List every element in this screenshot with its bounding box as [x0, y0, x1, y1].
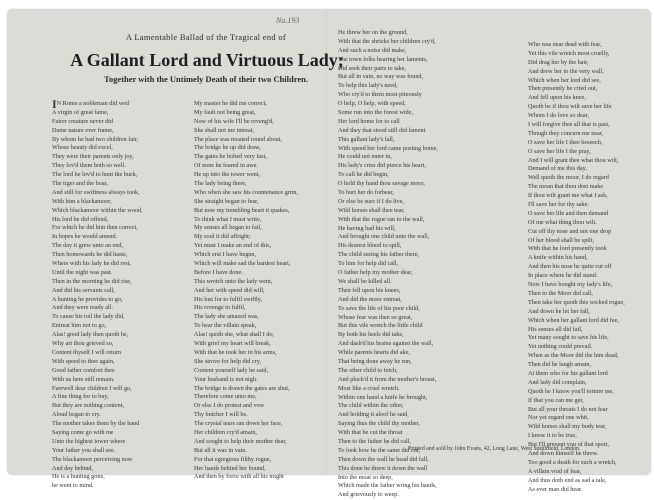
verse-line: I'll save her for thy sake.: [528, 201, 589, 209]
verse-line: To cause his toil the lady did,: [52, 313, 125, 321]
verse-line: he went to mind.: [52, 482, 94, 490]
verse-line: And pluck'd it from the mother's breast,: [338, 375, 437, 383]
verse-line: Content thyself I will return: [52, 348, 122, 356]
verse-line: My master he did me correct,: [194, 100, 267, 107]
verse-line: And her with speed did will,: [194, 286, 265, 294]
verse-line: Demand of me this day.: [528, 165, 587, 173]
verse-line: And down he let her fall,: [528, 307, 590, 315]
verse-line: Thy butcher I will be.: [194, 411, 248, 419]
verse-line: And did his servants call,: [52, 286, 115, 294]
verse-line: Which erst I have begun,: [194, 251, 257, 259]
verse-line: By whom he had two children fair,: [52, 135, 139, 143]
verse-line: To hear the villain speak,: [194, 322, 257, 330]
verse-line: He having had his will,: [338, 224, 396, 232]
verse-line: Though they concern me near,: [528, 129, 604, 137]
verse-line: Alas! good lady then quoth he,: [52, 331, 129, 339]
verse-line: Which blackamoor within the wood,: [52, 206, 143, 214]
verse-line: And did the moor entreat,: [338, 295, 402, 303]
verse-line: My senses all began to fail,: [194, 224, 262, 232]
verse-line: And they were ready all.: [52, 304, 113, 312]
verse-column-2: [194, 100, 298, 482]
verse-line: He is a hunting gone,: [52, 473, 105, 481]
verse-line: With us here still remain.: [52, 375, 115, 383]
verse-line: Wild horses shall thee tear,: [338, 206, 405, 214]
verse-line: And they that stood still did lament: [338, 126, 426, 134]
verse-line: Fairer creature never did: [52, 117, 113, 125]
verse-line: She strove for help did cry,: [194, 357, 261, 365]
verse-line: His revenge to fulfil,: [194, 304, 246, 312]
verse-line: Her hands behind her bound,: [194, 464, 266, 472]
verse-line: By both his heels did take,: [338, 331, 404, 339]
verse-line: She shall not me intreat,: [194, 126, 254, 134]
verse-line: Yet nothing could prevail.: [528, 343, 593, 351]
verse-line: His senses all did fail,: [528, 325, 583, 333]
verse-line: Aloud began to cry.: [52, 411, 101, 419]
verse-line: Who cry'd to them most piteously: [338, 91, 422, 99]
verse-line: We shall be killed all.: [338, 277, 392, 285]
verse-line: This done he threw it down the wall: [338, 464, 428, 472]
verse-line: Then to the Moor did call,: [528, 289, 593, 297]
verse-line: Then to the father he did call,: [338, 437, 412, 445]
verse-line: Alas! quoth she, what shall I do,: [194, 331, 275, 339]
verse-line: For that egregious filthy rogue,: [194, 455, 272, 463]
verse-line: The child seeing his father there,: [338, 251, 420, 259]
verse-line: Then in the morning he did rise,: [52, 277, 132, 285]
verse-line: The gates he bolted very fast,: [194, 153, 267, 161]
verse-line: O help, O help, with speed,: [338, 100, 406, 108]
verse-line: Or else I do protest and vow: [194, 402, 265, 410]
verse-line: To call he did begin,: [338, 171, 389, 179]
verse-line: And then his nose he quite cut off: [528, 263, 612, 271]
verse-line: At them who for his gallant lord: [528, 369, 608, 377]
verse-line: Quoth he I know you'll torture me,: [528, 387, 614, 395]
verse-line: With speed her lord came posting home,: [338, 144, 438, 152]
verse-line: A hunting he provides to go,: [52, 295, 123, 303]
verse-line: To him for help did call,: [338, 260, 399, 268]
verse-line: Whose beauty did excel,: [52, 144, 113, 152]
verse-line: But they are nothing content,: [52, 402, 124, 410]
verse-line: The lady she amazed was,: [194, 313, 259, 321]
verse-line: For which he did him then correct,: [52, 224, 138, 232]
verse-line: Within one hand a knife he brought,: [338, 393, 428, 401]
verse-line: As ever man did hear.: [528, 485, 583, 493]
verse-line: And then by force with all his might: [194, 473, 284, 481]
verse-line: Wild horses shall my body tear,: [528, 423, 607, 431]
verse-line: My soul it did affright;: [194, 233, 251, 241]
verse-line: Then presently he cried out,: [528, 85, 598, 93]
title-line-2: A Gallant Lord and Virtuous Lady;: [70, 50, 344, 70]
verse-line: Therefore come unto me,: [194, 393, 257, 401]
verse-line: O hold thy hand thou savage moor,: [338, 180, 425, 188]
verse-line: Then homewards he did haste,: [52, 251, 128, 259]
verse-line: Her children cry'd amain,: [194, 428, 257, 436]
verse-line: Where with his lady he did rest,: [52, 260, 131, 268]
verse-line: Content yourself lady he said,: [194, 366, 269, 374]
verse-line: To hurt her do forbear,: [338, 189, 394, 197]
verse-line: She straight began to fear,: [194, 197, 259, 205]
verse-line: Which when her gallant lord did fee,: [528, 316, 619, 324]
verse-line: Nor yet regard one whit,: [528, 414, 589, 422]
verse-line: [52, 97, 143, 111]
verse-line: And fell upon his knee,: [528, 94, 586, 102]
verse-line: I know it to be true,: [528, 432, 577, 440]
verse-line: The mother takes them by the hand: [52, 420, 140, 428]
verse-line: With speed to thee again,: [52, 357, 115, 365]
verse-line: Whose fear was then so great,: [338, 313, 413, 321]
verse-line: But this vile wretch the little child: [338, 322, 423, 330]
verse-line: The town folks hearing her laments,: [338, 55, 428, 63]
verse-line: Which will make sad the hardest heart,: [194, 260, 291, 268]
verse-line: The other child to fetch,: [338, 366, 398, 374]
verse-line: And thus doth end as sad a tale,: [528, 476, 607, 484]
verse-line: But all it was in vain.: [194, 446, 247, 454]
verse-line: Entreat him not to go,: [52, 322, 107, 330]
title-line-1: A Lamentable Ballad of the Tragical end of: [125, 32, 287, 42]
verse-line: His lust for to fulfil swiftly,: [194, 295, 263, 303]
verse-column-4: [528, 41, 625, 494]
verse-line: Your father you shall see.: [52, 446, 116, 454]
verse-line: O save her life I thee beseech,: [528, 138, 603, 146]
verse-line: The child within the other,: [338, 402, 404, 410]
verse-line: With that the shrieks her children cry'd,: [338, 37, 436, 45]
verse-line: In hopes he would amend.: [52, 233, 118, 241]
verse-line: The crystal tears ran down her face,: [194, 420, 283, 428]
verse-line: His dearest blood to spill,: [338, 242, 402, 250]
verse-line: The day it grew unto an end,: [52, 242, 123, 250]
verse-line: The bridge is drawn the gates are shut,: [194, 384, 290, 392]
verse-line: And still for swiftness always took,: [52, 188, 140, 196]
verse-line: The lady being there,: [194, 180, 247, 188]
verse-line: His lord he did offend,: [52, 215, 109, 223]
title-line-3: Together with the Untimely Death of their two Children.: [104, 74, 308, 84]
verse-line: This gallant lady's fall,: [338, 135, 395, 143]
verse-line: Saying come go with me: [52, 428, 114, 436]
verse-column-1: [52, 97, 143, 491]
verse-line: A virgin of great fame,: [52, 108, 109, 116]
handwritten-shelf-number: No.193: [276, 16, 300, 25]
verse-line: A knife within his hand,: [528, 254, 588, 262]
verse-line: Then fell upon his knees,: [338, 286, 401, 294]
verse-line: But now my trembling heart it quakes,: [194, 206, 290, 214]
verse-line-text: N Rome a nobleman did wed: [56, 100, 130, 107]
verse-line: Whom I do love so dear,: [528, 112, 589, 120]
verse-line: With grief my heart will break,: [194, 340, 271, 348]
verse-line: A villain void of fear,: [528, 467, 582, 475]
verse-line: And such a noise did make,: [338, 46, 407, 54]
verse-line: Which made the father wring his hands,: [338, 482, 437, 490]
verse-line: O save her life I the pray,: [528, 147, 591, 155]
verse-column-3: [338, 29, 438, 500]
verse-line: Too good a death for such a wretch,: [528, 458, 617, 466]
verse-line: They lov'd them both so well.: [52, 162, 126, 170]
verse-line: To think what I must write,: [194, 215, 262, 223]
verse-line: Yet must I make an end of this,: [194, 242, 272, 250]
verse-line: The tiger and the boar,: [52, 180, 108, 188]
verse-line: Well quoth the moor, I do regard: [528, 174, 609, 182]
verse-line: Then down the wall he head did fall,: [338, 455, 429, 463]
verse-line: The blackamoor perceiving now: [52, 455, 133, 463]
verse-line: Did drag her by the hair,: [528, 58, 589, 66]
verse-line: That being done away he run,: [338, 357, 412, 365]
verse-line: While parents hearts did ake,: [338, 349, 410, 357]
verse-line: Cut off thy nose and not one drop: [528, 227, 612, 235]
verse-line: Which when her lord did see,: [528, 76, 601, 84]
verse-line: Of none he feared in awe.: [194, 162, 258, 170]
verse-line: The lord he lov'd to hunt the buck,: [52, 171, 138, 179]
printer-imprint: Printed and sold by John Evans, 42, Long Lane, West Smithfield, London.: [408, 446, 581, 452]
verse-line: And I will grant thee what thou wilt,: [528, 156, 619, 164]
verse-line: Of her blood shall be spilt,: [528, 236, 594, 244]
verse-line: Who when she saw his countenance grim,: [194, 188, 298, 196]
verse-line: Or else be sure if I do live,: [338, 197, 404, 205]
verse-line: When as the Moor did the him dead,: [528, 352, 619, 360]
verse-line: The moan that thou dost make: [528, 183, 604, 191]
verse-line: He could not enter in,: [338, 153, 392, 161]
verse-line: This wretch unto the lady went,: [194, 277, 273, 285]
verse-line: And brought one child unto the wall,: [338, 233, 430, 241]
verse-line: His lady's cries did pierce his heart,: [338, 162, 426, 170]
verse-line: Good father comfort thee: [52, 366, 115, 374]
verse-line: And drew her to the very wall,: [528, 67, 604, 75]
verse-line: O save her life and then demand: [528, 209, 609, 217]
verse-line: But all in vain, no way was found,: [338, 73, 424, 81]
verse-line: In place where he did stand.: [528, 272, 598, 280]
verse-line: But all your threats I do not fear: [528, 405, 608, 413]
verse-line: Dame nature ever frame,: [52, 126, 114, 134]
verse-line: Yet many sought to save his life,: [528, 334, 609, 342]
verse-line: With that he took her in his arms,: [194, 348, 277, 356]
verse-line: Saying thus the child thy mother,: [338, 420, 420, 428]
verse-line: My fault not being great,: [194, 108, 256, 116]
verse-line: Who was near dead with fear,: [528, 41, 602, 48]
broadside-sheet: [8, 10, 650, 499]
verse-line: And lady did complain,: [528, 378, 587, 386]
verse-line: Why art thou grieved so,: [52, 340, 114, 348]
verse-line: Did seek their parts to take,: [338, 64, 407, 72]
verse-line: Her lord home for to call: [338, 117, 400, 125]
verse-line: Farewell dear children I will go,: [52, 384, 132, 392]
verse-line: Most like a cruel wretch.: [338, 384, 400, 392]
verse-line: If thou wilt grant me what I ask,: [528, 192, 608, 200]
drop-capital: I: [52, 97, 57, 111]
verse-line: With that the rogue ran to the wall,: [338, 215, 425, 223]
verse-line: With him a blackamoor,: [52, 197, 112, 205]
verse-line: Until the night was past.: [52, 268, 113, 276]
verse-line: He up into the tower went,: [194, 171, 260, 179]
verse-line: Of me what thing thou wilt.: [528, 218, 597, 226]
verse-line: Yet this vile wretch most cruelly,: [528, 49, 610, 57]
verse-line: Then did he laugh amain,: [528, 361, 592, 369]
verse-line: They were their parents only joy,: [52, 153, 134, 161]
verse-line: And grievously to weep.: [338, 491, 399, 499]
verse-line: Into the moat so deep,: [338, 473, 393, 481]
verse-line: Now I have bought my lady's life,: [528, 281, 613, 289]
verse-line: To help this lady's need,: [338, 82, 398, 90]
verse-line: A fine thing for to buy,: [52, 393, 109, 401]
verse-line: If that you can me get,: [528, 396, 584, 404]
verse-line: O father help my mother dear,: [338, 269, 413, 277]
verse-line: And down himself he threw.: [528, 449, 599, 457]
verse-line: And dash'd his brains against the wall,: [338, 340, 434, 348]
verse-line: And holding it aloof he said,: [338, 411, 409, 419]
verse-line: Quoth he if thou wilt save her life: [528, 103, 612, 111]
verse-line: The bridge he up did draw,: [194, 144, 261, 152]
verse-line: Then take her quoth this wicked rogue,: [528, 298, 625, 306]
verse-line: Now of his wife I'll be reveng'd,: [194, 117, 274, 125]
verse-line: With that he cut the throat: [338, 429, 403, 437]
verse-line: Some run into the forest wide,: [338, 109, 413, 117]
verse-line: He threw her on the ground,: [338, 29, 408, 36]
verse-line: The place was moated round about,: [194, 135, 282, 143]
verse-line: I will forgive thee all that is past,: [528, 121, 610, 129]
verse-line: Your husband is not nigh.: [194, 375, 258, 383]
verse-line: With that he lord presently took: [528, 245, 607, 253]
verse-line: But I'll prevent you of that sport,: [528, 441, 610, 449]
verse-line: Before I have done.: [194, 268, 243, 276]
verse-line: And sought to help their mother dear,: [194, 437, 287, 445]
verse-line: And day behind,: [52, 464, 94, 472]
verse-line: To save the life of his poor child,: [338, 304, 420, 312]
verse-line: To look how he the same did cut,: [338, 446, 421, 454]
verse-line: Unto the highest tower where: [52, 437, 126, 445]
